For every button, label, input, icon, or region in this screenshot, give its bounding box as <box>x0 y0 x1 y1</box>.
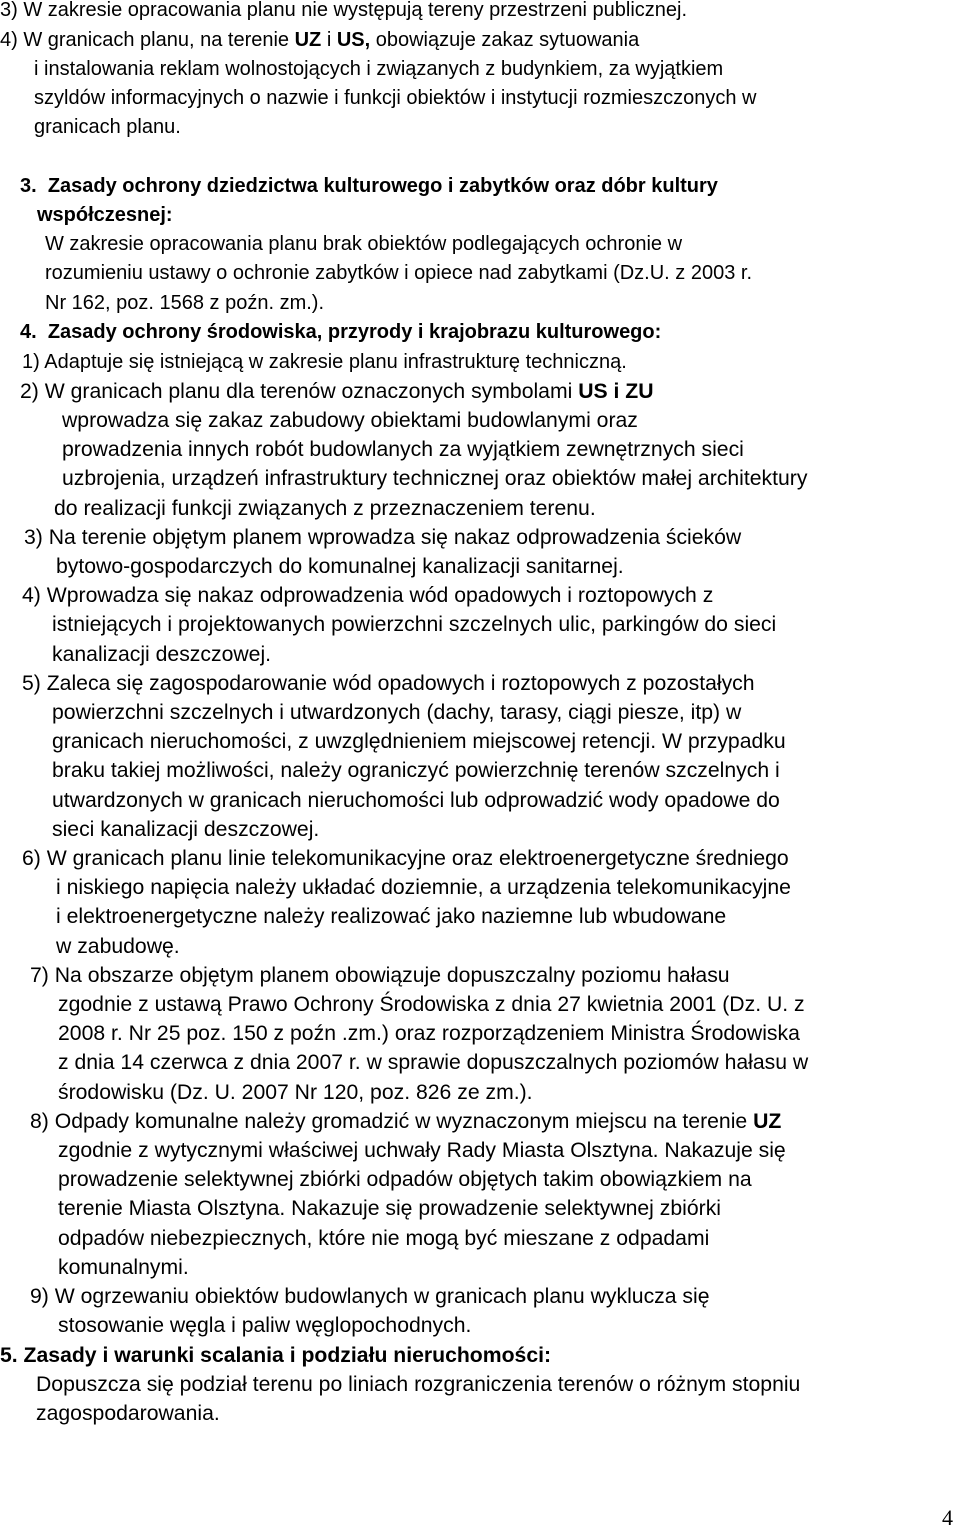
text-line: uzbrojenia, urządzeń infrastruktury technicznej oraz obiektów małej architektury <box>62 467 808 490</box>
text-line: 3) Na terenie objętym planem wprowadza się nakaz odprowadzenia ścieków <box>24 526 742 549</box>
text-line: utwardzonych w granicach nieruchomości lub odprowadzić wody opadowe do <box>52 789 780 812</box>
text-line: środowisku (Dz. U. 2007 Nr 120, poz. 826 ze zm.). <box>58 1081 533 1104</box>
text-line: komunalnymi. <box>58 1256 189 1279</box>
section-number: 4. <box>20 321 37 343</box>
text-line: i instalowania reklam wolnostojących i związanych z budynkiem, za wyjątkiem <box>34 58 724 80</box>
text-line <box>20 381 654 402</box>
text-line: 1) Adaptuje się istniejącą w zakresie planu infrastrukturę techniczną. <box>22 351 627 373</box>
section-number: 3. <box>20 175 37 197</box>
text-span: obowiązuje zakaz sytuowania <box>370 29 640 51</box>
text-line <box>0 30 639 50</box>
section-heading-cont: współczesnej: <box>37 204 173 226</box>
text-line: stosowanie węgla i paliw węglopochodnych. <box>58 1314 472 1337</box>
page-number: 4 <box>942 1505 953 1530</box>
text-line: kanalizacji deszczowej. <box>52 643 272 666</box>
text-line: 5) Zaleca się zagospodarowanie wód opadowych i roztopowych z pozostałych <box>22 672 755 695</box>
text-span: 8) Odpady komunalne należy gromadzić w wyznaczonym miejscu na terenie <box>30 1110 754 1133</box>
text-line: i elektroenergetyczne należy realizować jako naziemne lub wbudowane <box>56 905 727 928</box>
section-heading <box>20 322 661 342</box>
text-line: sieci kanalizacji deszczowej. <box>52 818 320 841</box>
text-line: Dopuszcza się podział terenu po liniach rozgraniczenia terenów o różnym stopniu <box>36 1373 801 1396</box>
text-line: szyldów informacyjnych o nazwie i funkcji obiektów i instytucji rozmieszczonych w <box>34 87 757 109</box>
text-line: odpadów niebezpiecznych, które nie mogą być mieszane z odpadami <box>58 1227 710 1250</box>
heading-text: Zasady ochrony środowiska, przyrody i krajobrazu kulturowego: <box>47 321 662 343</box>
text-span: i <box>321 29 337 51</box>
text-span: 2) W granicach planu dla terenów oznaczonych symbolami <box>20 380 579 403</box>
text-line <box>30 1111 781 1132</box>
section-heading <box>20 176 718 196</box>
section-heading: 5. Zasady i warunki scalania i podziału nieruchomości: <box>0 1344 552 1367</box>
text-line: istniejących i projektowanych powierzchni szczelnych ulic, parkingów do sieci <box>52 613 777 636</box>
text-line: 2008 r. Nr 25 poz. 150 z poźn .zm.) oraz rozporządzeniem Ministra Środowiska <box>58 1022 800 1045</box>
text-line: zagospodarowania. <box>36 1402 220 1425</box>
text-line: 7) Na obszarze objętym planem obowiązuje dopuszczalny poziomu hałasu <box>30 964 730 987</box>
bold-span: UZ <box>294 29 322 51</box>
text-line: i niskiego napięcia należy układać doziemnie, a urządzenia telekomunikacyjne <box>56 876 791 899</box>
bold-span: US i ZU <box>578 380 654 403</box>
text-line: granicach planu. <box>34 116 181 138</box>
text-line: Nr 162, poz. 1568 z poźn. zm.). <box>45 292 325 314</box>
text-line: w zabudowę. <box>56 935 180 958</box>
text-line: prowadzenie selektywnej zbiórki odpadów objętych takim obowiązkiem na <box>58 1168 752 1191</box>
text-line: zgodnie z ustawą Prawo Ochrony Środowiska z dnia 27 kwietnia 2001 (Dz. U. z <box>58 993 805 1016</box>
text-line: granicach nieruchomości, z uwzględnieniem miejscowej retencji. W przypadku <box>52 730 786 753</box>
text-line: do realizacji funkcji związanych z przeznaczeniem terenu. <box>54 497 596 520</box>
text-span: 4) W granicach planu, na terenie <box>0 29 295 51</box>
text-line: 3) W zakresie opracowania planu nie występują tereny przestrzeni publicznej. <box>0 0 688 21</box>
bold-span: UZ <box>753 1110 782 1133</box>
heading-text: Zasady ochrony dziedzictwa kulturowego i zabytków oraz dóbr kultury <box>47 175 718 197</box>
text-line: bytowo-gospodarczych do komunalnej kanalizacji sanitarnej. <box>56 555 624 578</box>
text-line: rozumieniu ustawy o ochronie zabytków i opiece nad zabytkami (Dz.U. z 2003 r. <box>45 262 753 284</box>
text-line: 4) Wprowadza się nakaz odprowadzenia wód opadowych i roztopowych z <box>22 584 714 607</box>
text-line: W zakresie opracowania planu brak obiektów podlegających ochronie w <box>45 233 683 255</box>
text-line: 9) W ogrzewaniu obiektów budowlanych w granicach planu wyklucza się <box>30 1285 710 1308</box>
text-line: powierzchni szczelnych i utwardzonych (dachy, tarasy, ciągi piesze, itp) w <box>52 701 742 724</box>
text-line: z dnia 14 czerwca z dnia 2007 r. w sprawie dopuszczalnych poziomów hałasu w <box>58 1051 809 1074</box>
text-line: terenie Miasta Olsztyna. Nakazuje się prowadzenie selektywnej zbiórki <box>58 1197 721 1220</box>
text-line: prowadzenia innych robót budowlanych za wyjątkiem zewnętrznych sieci <box>62 438 744 461</box>
text-line: braku takiej możliwości, należy ograniczyć powierzchnię terenów szczelnych i <box>52 759 780 782</box>
text-line: wprowadza się zakaz zabudowy obiektami budowlanymi oraz <box>62 409 638 432</box>
text-line: 6) W granicach planu linie telekomunikacyjne oraz elektroenergetyczne średniego <box>22 847 789 870</box>
text-line: zgodnie z wytycznymi właściwej uchwały Rady Miasta Olsztyna. Nakazuje się <box>58 1139 786 1162</box>
bold-span: US, <box>336 29 371 51</box>
